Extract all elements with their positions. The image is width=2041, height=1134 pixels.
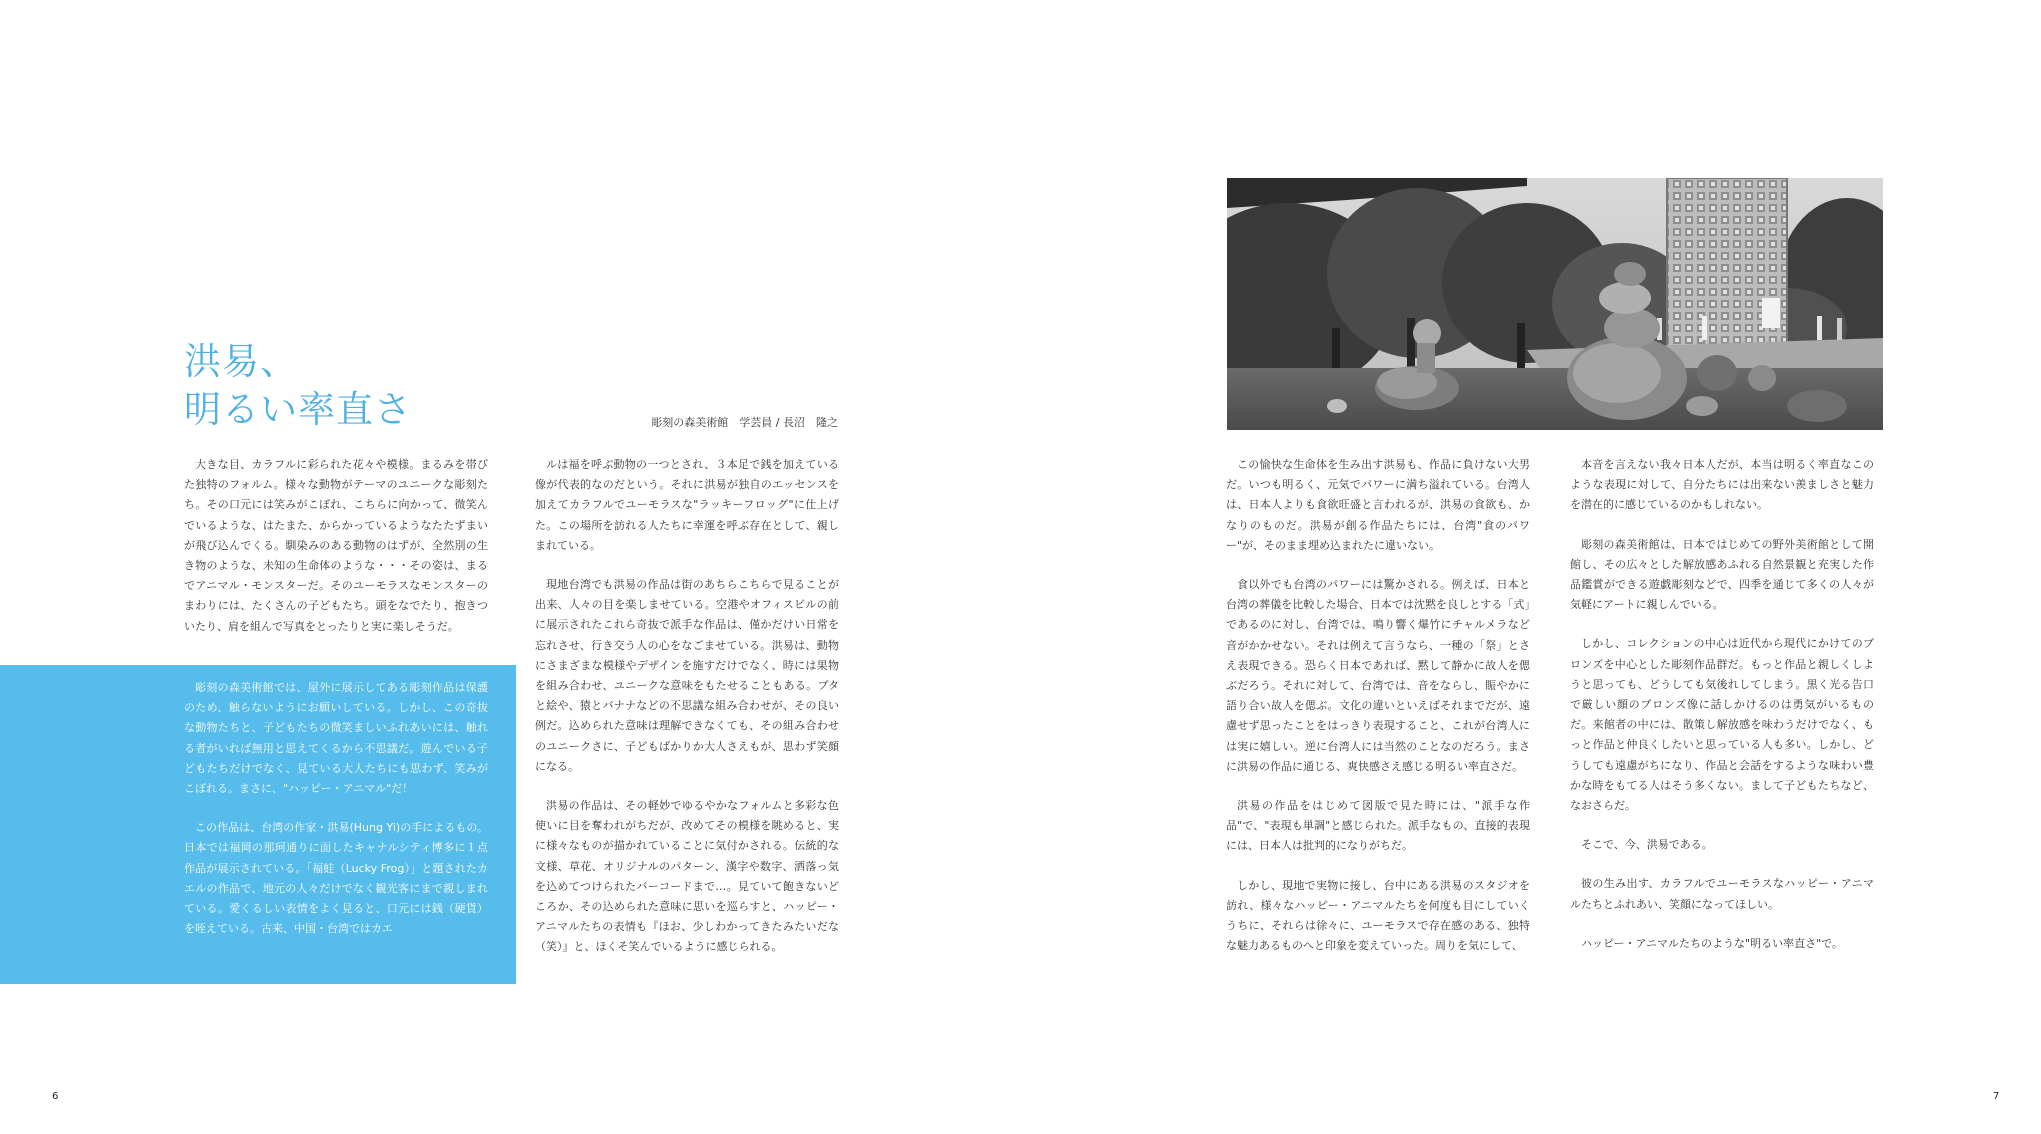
highlight-box-text xyxy=(184,678,488,958)
paragraph: そこで、今、洪易である。 xyxy=(1581,838,1713,852)
page-number-left: 6 xyxy=(52,1091,59,1102)
paragraph: 洪易の作品をはじめて図版で見た時には、"派手な作品"で、"表現も単調"と感じられた。派手なもの、直接的表現には、日本人は批判的になりがちだ。 xyxy=(1226,799,1530,853)
paragraph: 彫刻の森美術館は、日本ではじめての野外美術館として開館し、その広々とした解放感あふれる自然景観と充実した作品鑑賞ができる遊戯彫刻などで、四季を通じて多くの人々が気軽にアートに親しんでいる。 xyxy=(1570,537,1874,612)
paragraph: 現地台湾でも洪易の作品は街のあちらこちらで見ることが出来、人々の目を楽しませている。空港やオフィスビルの前に展示されたこれら奇抜で派手な作品は、僅かだけい日常を忘れさせ、行き交う人の心をなごませている。洪易は、動物にさまざまな模様やデザインを施すだけでなく、時には果物を組み合わせ、ユニークな意味をもたせることもある。ブタと絵や、猿とバナナなどの不思議な組み合わせが、その良い例だ。込められた意味は理解できなくても、その組み合わせのユニークさに、子どもばかりか大人さえもが、思わず笑顔になる。 xyxy=(535,578,839,773)
paragraph: しかし、現地で実物に接し、台中にある洪易のスタジオを訪れ、様々なハッピー・アニマルたちを何度も目にしていくうちに、それらは徐々に、ユーモラスで存在感のある、独特な魅力あるものへと印象を変えていった。周りを気にして、 xyxy=(1226,878,1530,953)
paragraph: 彫刻の森美術館では、屋外に展示してある彫刻作品は保護のため、触らないようにお願いしている。しかし、この奇抜な動物たちと、子どもたちの微笑ましいふれあいには、触れる者がいれば無用と思えてくるから不思議だ。遊んでいる子どもたちだけでなく、見ている大人たちにも思わず、笑みがこぼれる。まさに、"ハッピー・アニマル"だ！ xyxy=(184,681,488,796)
right-page-column-2 xyxy=(1570,455,1874,954)
paragraph: ハッピー・アニマルたちのような"明るい率直さ"で。 xyxy=(1581,936,1843,950)
author-byline: 彫刻の森美術館 学芸員 / 長沼 隆之 xyxy=(651,416,838,429)
sculpture-photo xyxy=(1227,178,1883,430)
paragraph: この作品は、台湾の作家・洪易(Hung Yi)の手によるもの。日本では福岡の那珂通りに面したキャナルシティ博多に１点作品が展示されている。「福蛙（Lucky Frog）」と題されたカエルの作品で、地元の人々だけでなく観光客にまで親しまれている。愛くるしい表情をよく見ると、口元には銭（硬貨）を咥えている。古来、中国・台湾ではカエ xyxy=(184,821,488,936)
title-line-1: 洪易、 xyxy=(184,340,298,383)
paragraph: この愉快な生命体を生み出す洪易も、作品に負けない大男だ。いつも明るく、元気でパワーに満ち溢れている。台湾人は、日本人よりも食欲旺盛と言われるが、洪易の食欲も、かなりのものだ。洪易が創る作品たちには、台湾"食のパワー"が、そのまま埋め込まれたに違いない。 xyxy=(1226,458,1530,552)
left-page-column-2 xyxy=(535,455,839,958)
paragraph: ルは福を呼ぶ動物の一つとされ、３本足で銭を加えている像が代表的なのだという。それに洪易が独自のエッセンスを加えてカラフルでユーモラスな"ラッキーフロッグ"に仕上げた。この場所を訪れる人たちに幸運を呼ぶ存在として、親しまれている。 xyxy=(535,458,839,552)
page-number-right: 7 xyxy=(1993,1091,2000,1102)
paragraph: 大きな目、カラフルに彩られた花々や模様。まるみを帯びた独特のフォルム。様々な動物がテーマのユニークな彫刻たち。その口元には笑みがこぼれ、こちらに向かって、微笑んでいるような、はたまた、からかっているようなたたずまいが飛び込んでくる。馴染みのある動物のはずが、全然別の生き物のような、未知の生命体のような・・・その姿は、まるでアニマル・モンスターだ。そのユーモラスなモンスターのまわりには、たくさんの子どもたち。頭をなでたり、抱きついたり、肩を組んで写真をとったりと実に楽しそうだ。 xyxy=(184,458,488,633)
paragraph: 本音を言えない我々日本人だが、本当は明るく率直なこのような表現に対して、自分たちには出来ない羨ましさと魅力を潜在的に感じているのかもしれない。 xyxy=(1570,458,1874,512)
article-title xyxy=(184,338,412,434)
right-page-column-1 xyxy=(1226,455,1530,956)
left-page-column-1 xyxy=(184,455,488,637)
paragraph: 洪易の作品は、その軽妙でゆるやかなフォルムと多彩な色使いに目を奪われがちだが、改めてその模様を眺めると、実に様々なものが描かれていることに気付かされる。伝統的な文様、草花、オリジナルのパターン、漢字や数字、洒落っ気を込めてつけられたバーコードまで…。見ていて飽きないどころか、その込められた意味に思いを巡らすと、ハッピー・アニマルたちの表情も『ほお、少しわかってきたみたいだな（笑）』と、ほくそ笑んでいるように感じられる。 xyxy=(535,799,839,954)
paragraph: しかし、コレクションの中心は近代から現代にかけてのブロンズを中心とした彫刻作品群だ。もっと作品と親しくしようと思っても、どうしても気後れしてしまう。黒く光る告口で厳しい顔のブロンズ像に話しかけるのは勇気がいるものだ。来館者の中には、散策し解放感を味わうだけでなく、もっと作品と仲良くしたいと思っている人も多い。しかし、どうしても遠慮がちになり、作品と会話をするような味わい豊かな時をもてる人はそう多くない。まして子どもたちなど、なおさらだ。 xyxy=(1570,637,1874,813)
paragraph: 食以外でも台湾のパワーには驚かされる。例えば、日本と台湾の葬儀を比較した場合、日本では沈黙を良しとする「式」であるのに対し、台湾では、鳴り響く爆竹にチャルメラなど音がかかせない。それは例えて言うなら、一種の「祭」とさえ表現できる。恐らく日本であれば、黙して静かに故人を偲ぶだろう。それに対して、台湾では、音をならし、賑やかに語り合い故人を偲ぶ。文化の違いといえばそれまでだが、遠慮せず思ったことをはっきり表現すること、これが台湾人には実に嬉しい。逆に台湾人には当然のことなのだろう。まさに洪易の作品に通じる、爽快感さえ感じる明るい率直さだ。 xyxy=(1226,578,1530,773)
paragraph: 彼の生み出す、カラフルでユーモラスなハッピー・アニマルたちとふれあい、笑顔になってほしい。 xyxy=(1570,877,1874,911)
title-line-2: 明るい率直さ xyxy=(184,388,412,431)
